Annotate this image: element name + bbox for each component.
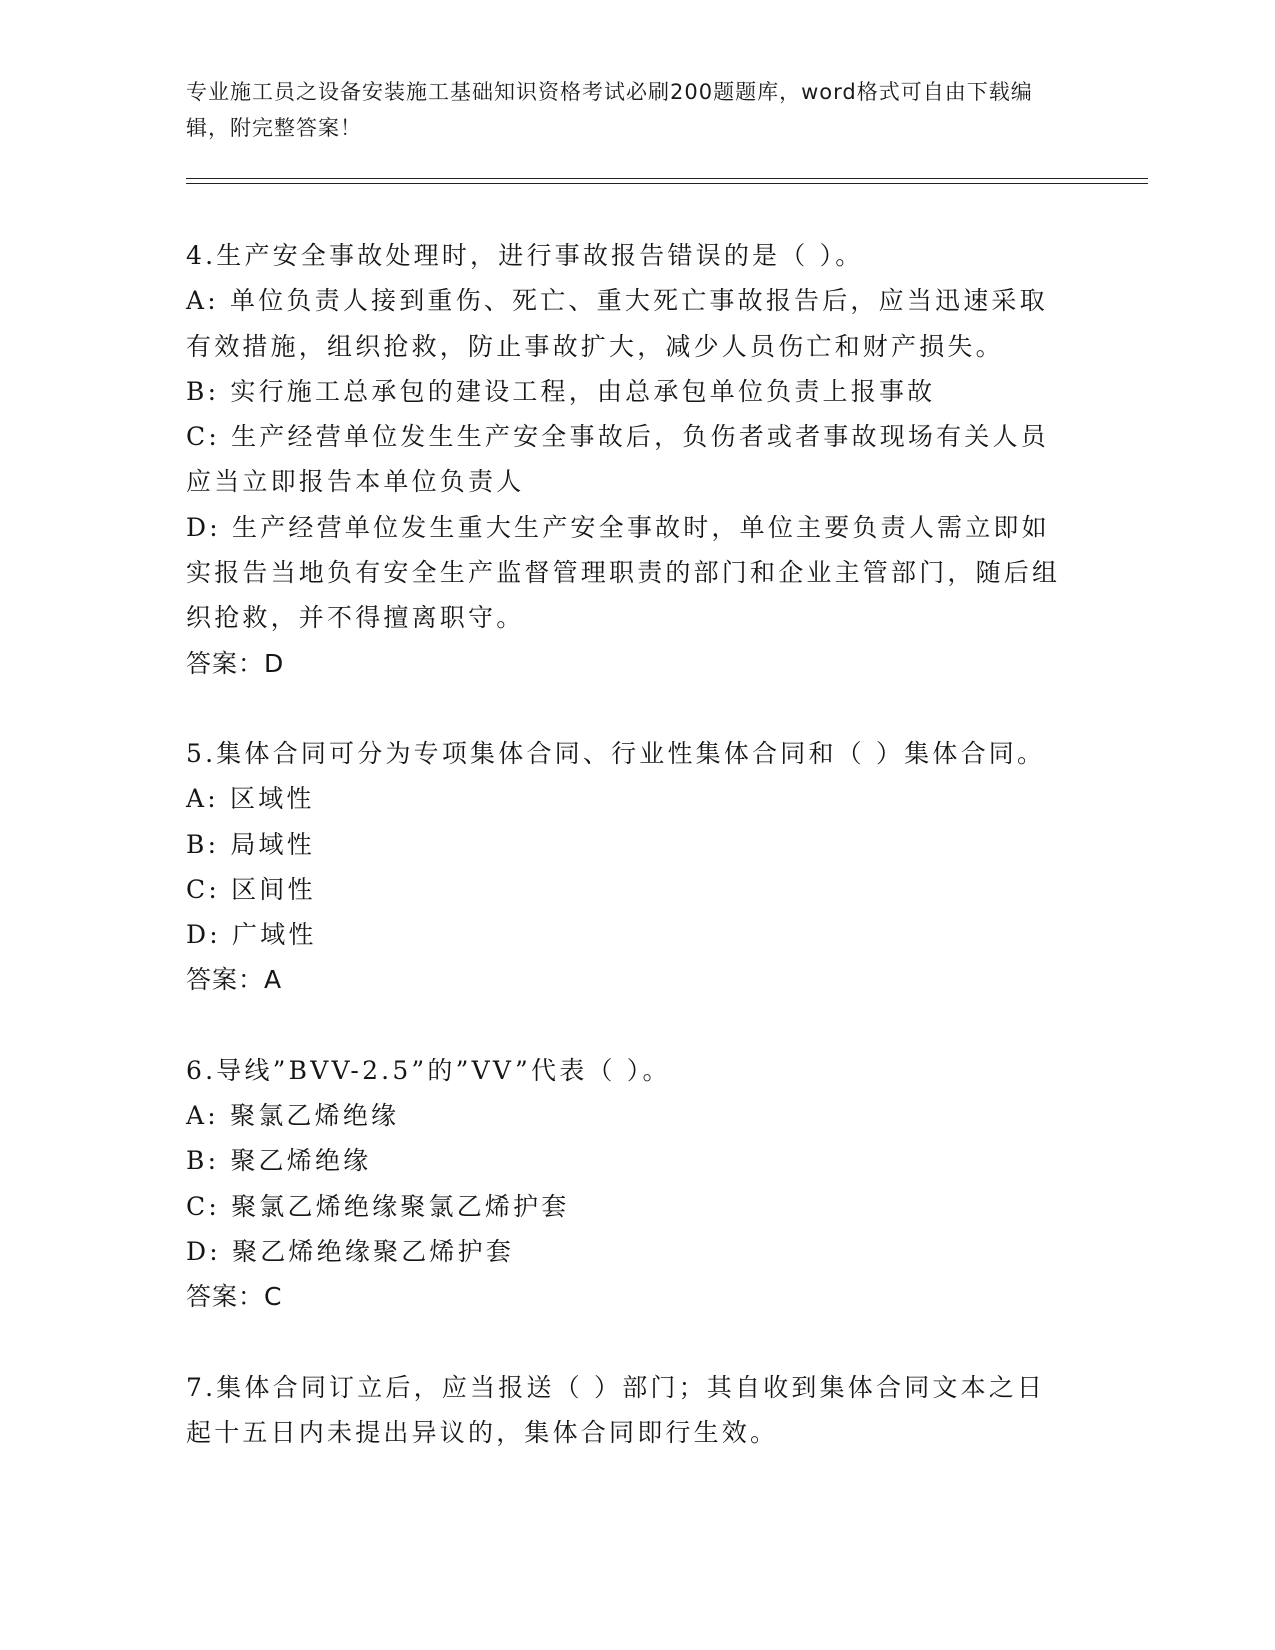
option-d: D: 广域性 (186, 920, 317, 950)
option-b: B: 局域性 (186, 829, 315, 859)
option-c: C: 聚氯乙烯绝缘聚氯乙烯护套 (186, 1191, 570, 1221)
answer-line (186, 1274, 1066, 1319)
question-stem: 4.生产安全事故处理时，进行事故报告错误的是（ ）。 (186, 241, 864, 270)
answer-value: A (264, 965, 283, 995)
option-b: B: 聚乙烯绝缘 (186, 1146, 372, 1176)
question-stem: 7.集体合同订立后，应当报送（ ）部门；其自收到集体合同文本之日起十五日内未提出异议的，集体合同即行生效。 (186, 1372, 1046, 1447)
document-header: 专业施工员之设备安装施工基础知识资格考试必刷200题题库，word格式可自由下载编辑，附完整答案！ (186, 80, 1033, 140)
answer-line (186, 641, 1066, 686)
question-6 (186, 1048, 1066, 1320)
option-c: C: 生产经营单位发生生产安全事故后，负伤者或者事故现场有关人员应当立即报告本单位负责人 (186, 422, 1049, 497)
answer-value: D (264, 648, 285, 678)
option-b: B: 实行施工总承包的建设工程，由总承包单位负责上报事故 (186, 376, 936, 406)
question-stem: 6.导线”BVV-2.5”的”VV”代表（ ）。 (186, 1055, 671, 1085)
question-stem: 5.集体合同可分为专项集体合同、行业性集体合同和（ ）集体合同。 (186, 738, 1046, 768)
answer-label: 答案： (186, 965, 265, 995)
question-5 (186, 731, 1066, 1003)
option-a: A: 单位负责人接到重伤、死亡、重大死亡事故报告后，应当迅速采取有效措施，组织抢救，防止事故扩大，减少人员伤亡和财产损失。 (186, 286, 1048, 361)
option-a: A: 聚氯乙烯绝缘 (186, 1101, 400, 1131)
question-7 (186, 1365, 1066, 1456)
answer-value: C (264, 1282, 283, 1312)
header-rule-bottom (186, 183, 1148, 184)
question-4 (186, 233, 1066, 686)
option-c: C: 区间性 (186, 874, 316, 904)
answer-label: 答案： (186, 648, 265, 678)
option-d: D: 聚乙烯绝缘聚乙烯护套 (186, 1236, 515, 1266)
option-d: D: 生产经营单位发生重大生产安全事故时，单位主要负责人需立即如实报告当地负有安全生产监督管理职责的部门和企业主管部门，随后组织抢救，并不得擅离职守。 (186, 512, 1061, 633)
answer-line (186, 957, 1066, 1002)
option-a: A: 区域性 (186, 784, 315, 814)
question-list (186, 233, 1066, 1455)
header-rule-top (186, 178, 1148, 179)
answer-label: 答案： (186, 1282, 265, 1312)
